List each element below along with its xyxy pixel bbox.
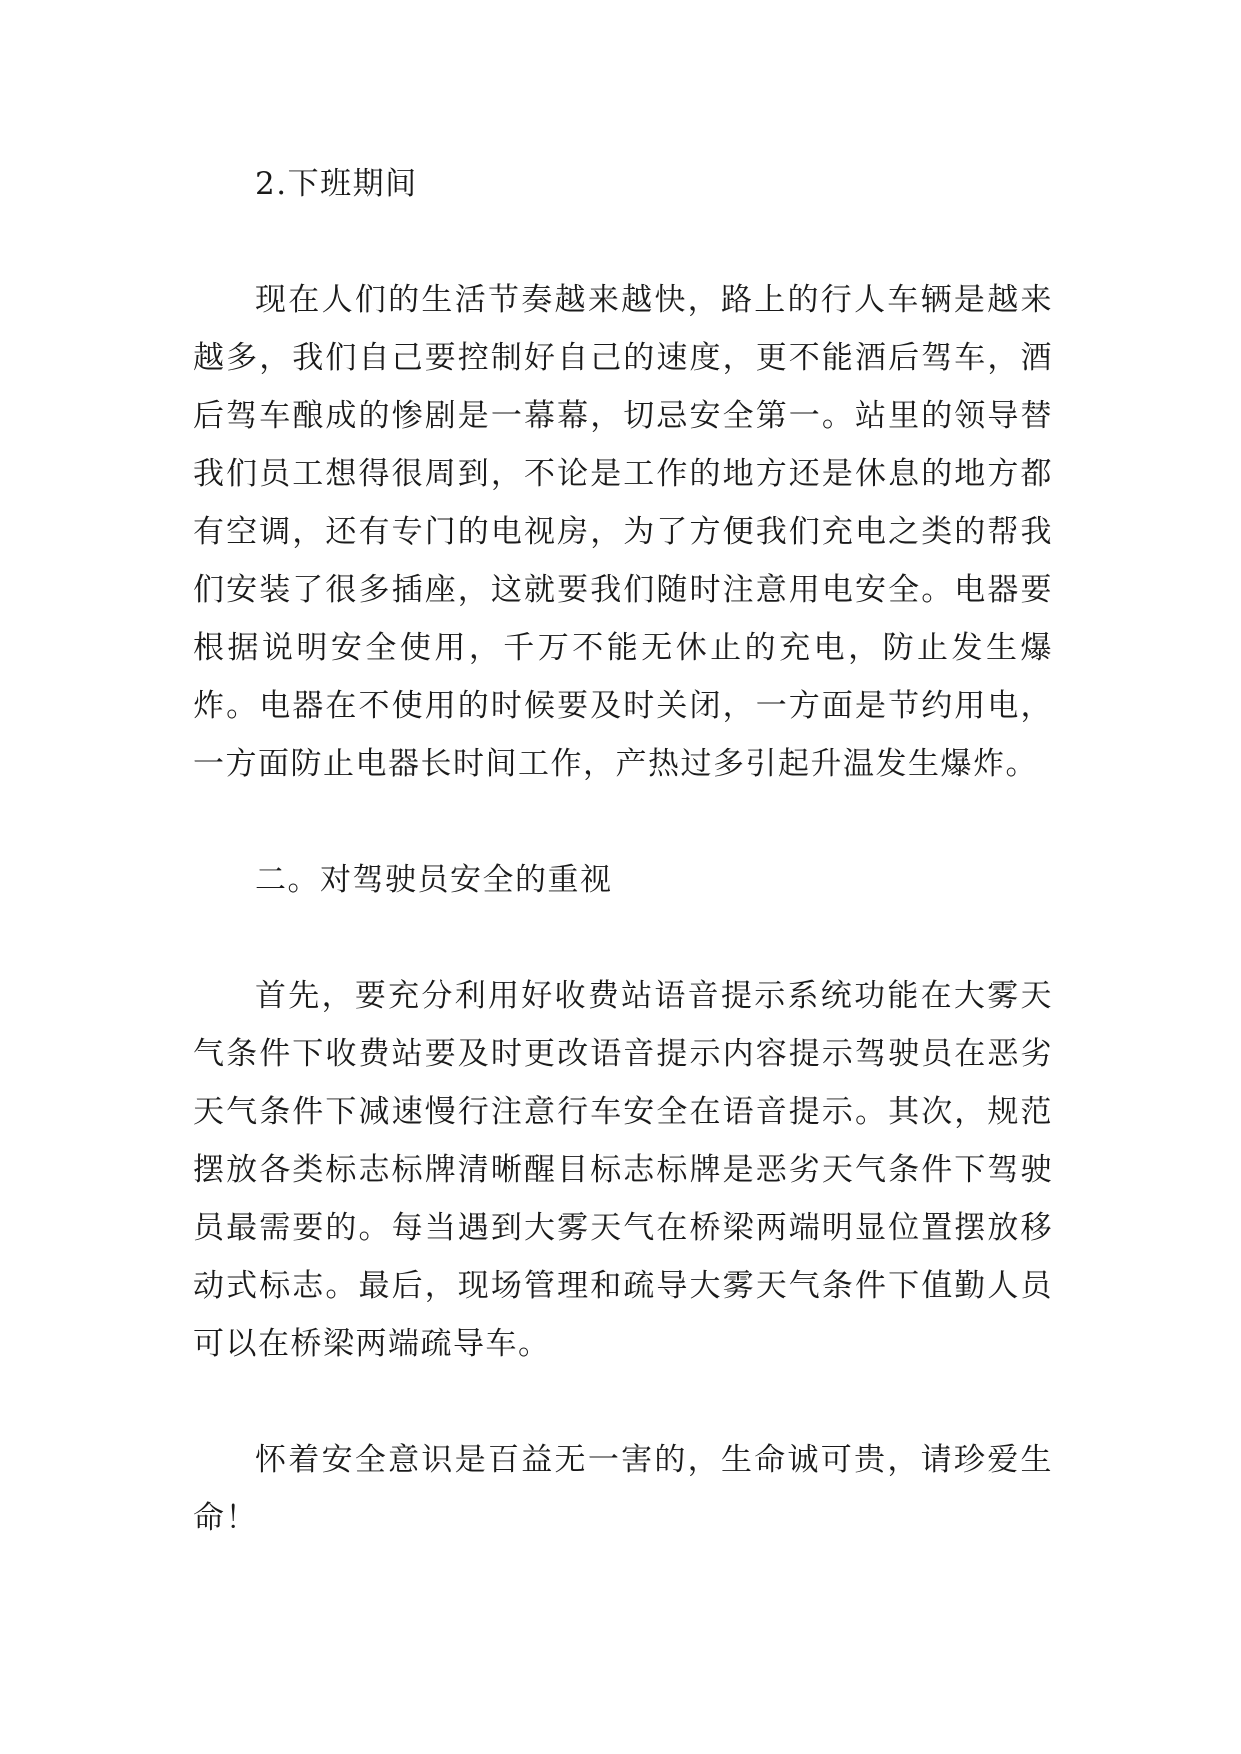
paragraph-off-duty-safety: 现在人们的生活节奏越来越快，路上的行人车辆是越来越多，我们自己要控制好自己的速度，更不能酒后驾车，酒后驾车酿成的惨剧是一幕幕，切忌安全第一。站里的领导替我们员工想得很周到，不论是工作的地方还是休息的地方都有空调，还有专门的电视房，为了方便我们充电之类的帮我们安装了很多插座，这就要我们随时注意用电安全。电器要根据说明安全使用，千万不能无休止的充电，防止发生爆炸。电器在不使用的时候要及时关闭，一方面是节约用电，一方面防止电器长时间工作，产热过多引起升温发生爆炸。 [193, 282, 1053, 782]
section-heading-driver-safety: 二。对驾驶员安全的重视 [255, 862, 613, 898]
paragraph-driver-safety: 首先，要充分利用好收费站语音提示系统功能在大雾天气条件下收费站要及时更改语音提示内容提示驾驶员在恶劣天气条件下减速慢行注意行车安全在语音提示。其次，规范摆放各类标志标牌清晰醒目标志标牌是恶劣天气条件下驾驶员最需要的。每当遇到大雾天气在桥梁两端明显位置摆放移动式标志。最后，现场管理和疏导大雾天气条件下值勤人员可以在桥梁两端疏导车。 [193, 978, 1053, 1362]
paragraph-conclusion: 怀着安全意识是百益无一害的，生命诚可贵，请珍爱生命！ [193, 1442, 1053, 1536]
document-body [193, 155, 1053, 1605]
section-heading-off-duty: 2.下班期间 [255, 166, 418, 202]
